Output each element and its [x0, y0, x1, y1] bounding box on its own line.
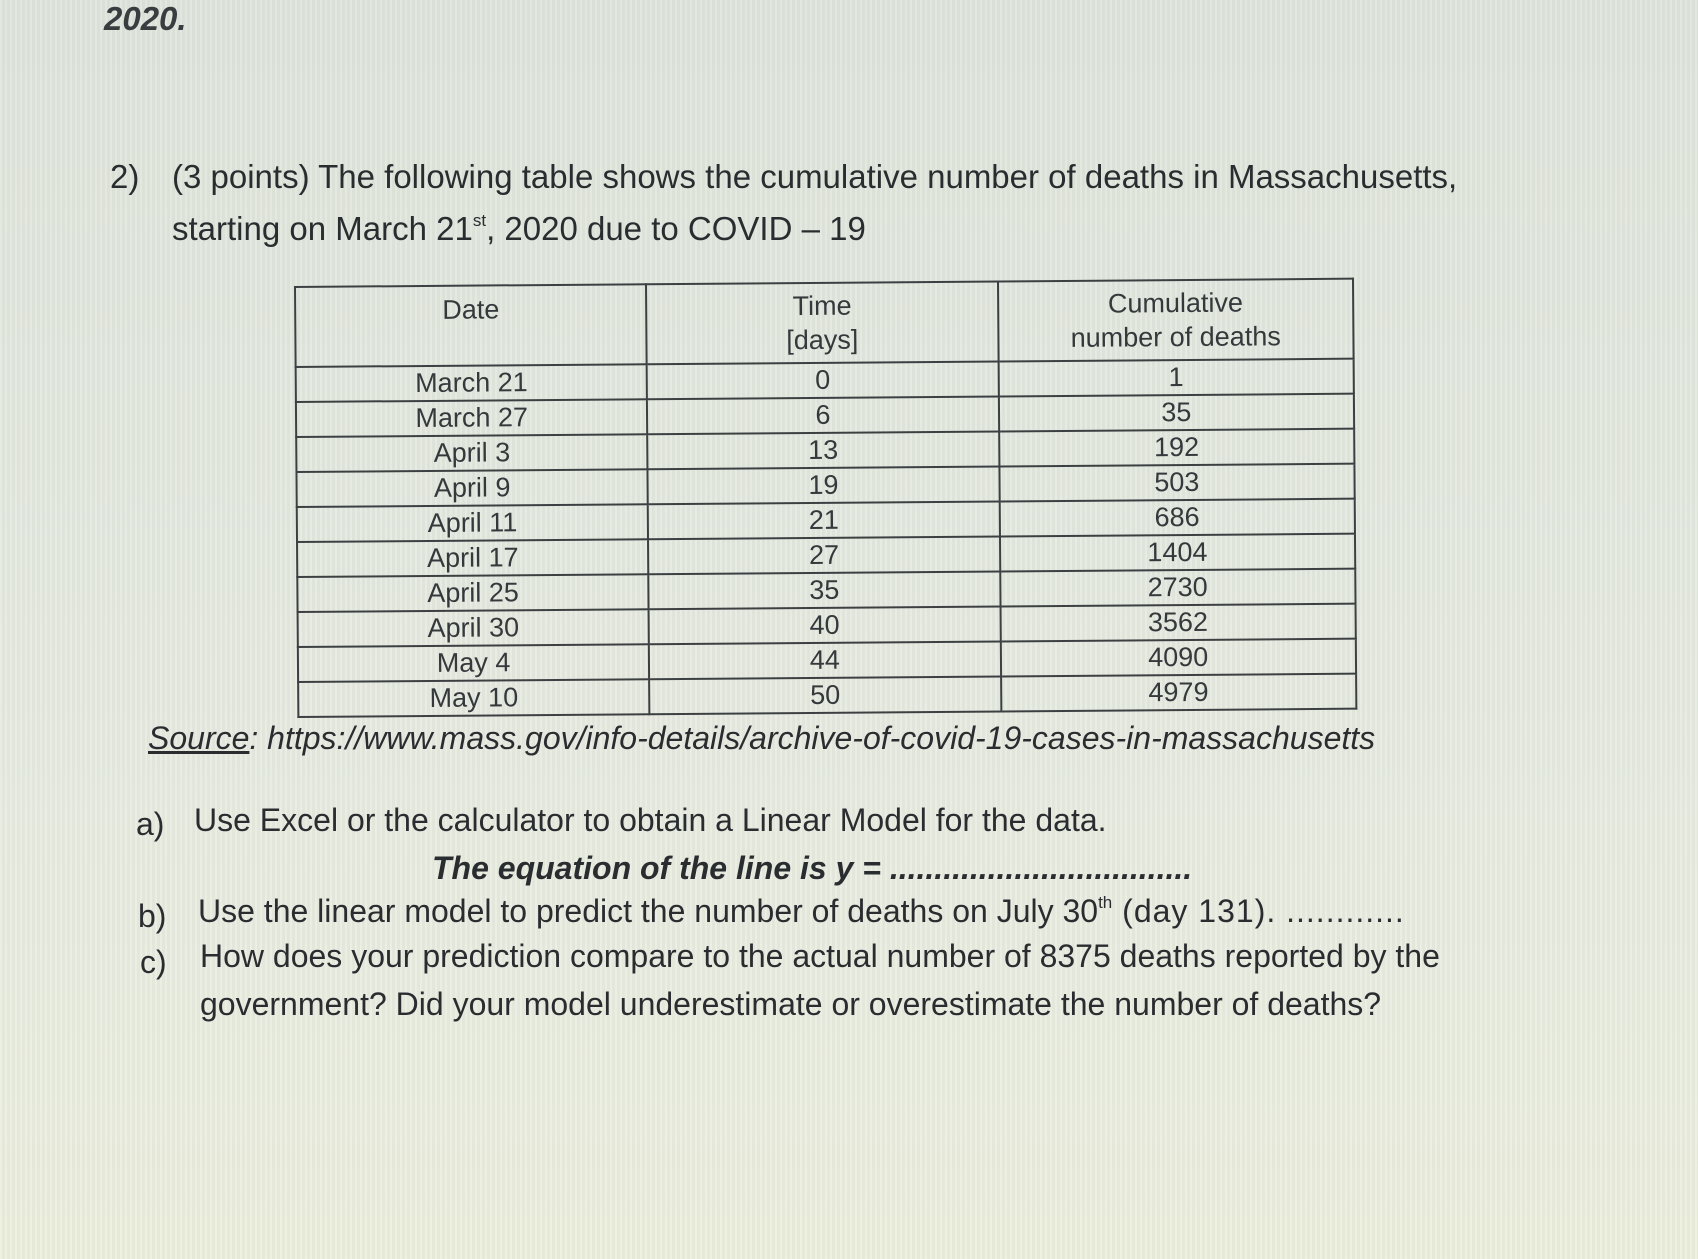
header-time-line2: [days]	[786, 324, 859, 356]
cell-date: May 10	[298, 679, 650, 717]
part-c-text-line2: government? Did your model underestimate or overestimate the number of deaths?	[200, 986, 1382, 1022]
source-citation	[148, 720, 1375, 757]
cell-deaths: 2730	[1000, 569, 1356, 607]
source-url: : https://www.mass.gov/info-details/archive-of-covid-19-cases-in-massachusetts	[249, 720, 1376, 756]
cell-date: April 30	[298, 609, 650, 647]
cell-date: April 17	[297, 539, 649, 577]
question-text-line2-end: , 2020 due to COVID – 19	[486, 210, 866, 247]
part-b-letter: b)	[138, 898, 167, 934]
part-b-text	[198, 893, 1405, 930]
cell-deaths: 1	[998, 359, 1354, 397]
header-deaths-line2: number of deaths	[1070, 321, 1281, 353]
cell-time: 13	[647, 431, 999, 469]
cell-deaths: 4979	[1001, 674, 1357, 712]
question-text-line1: (3 points) The following table shows the cumulative number of deaths in Massachusetts,	[172, 158, 1458, 195]
source-label: Source	[148, 720, 250, 756]
part-b-text-start: Use the linear model to predict the number of deaths on July 30	[198, 893, 1099, 929]
question-text-line2-start: starting on March 21	[172, 210, 473, 247]
table-header-row	[295, 279, 1354, 367]
ordinal-suffix: th	[1098, 893, 1113, 912]
ordinal-suffix: st	[472, 211, 487, 230]
cell-time: 44	[649, 641, 1001, 679]
header-time-line1: Time	[792, 290, 852, 322]
part-c-text-line1: How does your prediction compare to the actual number of 8375 deaths reported by the	[200, 938, 1440, 974]
part-c-letter: c)	[140, 944, 167, 980]
cell-deaths: 192	[999, 429, 1355, 467]
part-a-text: Use Excel or the calculator to obtain a Linear Model for the data.	[194, 802, 1107, 838]
cell-time: 35	[649, 571, 1001, 609]
cell-time: 27	[648, 536, 1000, 574]
cell-time: 40	[649, 606, 1001, 644]
cell-deaths: 686	[999, 499, 1355, 537]
cell-deaths: 35	[998, 394, 1354, 432]
cell-time: 6	[647, 396, 999, 434]
cell-date: April 9	[296, 469, 648, 507]
cell-time: 21	[648, 501, 1000, 539]
cell-date: March 21	[296, 364, 648, 402]
part-b-text-end: (day 131). ............	[1112, 893, 1405, 929]
part-a-equation-prompt: The equation of the line is y = ..................................	[432, 850, 1193, 886]
deaths-table	[294, 278, 1357, 718]
cell-deaths: 4090	[1000, 639, 1356, 677]
cell-date: May 4	[298, 644, 650, 682]
question-text-line2	[172, 210, 866, 248]
table-row	[298, 674, 1356, 717]
header-time	[646, 281, 998, 364]
cell-date: March 27	[296, 399, 648, 437]
question-number: 2)	[110, 158, 140, 195]
header-deaths-line1: Cumulative	[1107, 287, 1244, 319]
cell-time: 0	[647, 361, 999, 399]
part-a-letter: a)	[136, 806, 165, 842]
cell-deaths: 3562	[1000, 604, 1356, 642]
cell-date: April 3	[296, 434, 648, 472]
cell-deaths: 1404	[1000, 534, 1356, 572]
year-fragment: 2020.	[104, 0, 187, 37]
cell-time: 19	[648, 466, 1000, 504]
header-deaths	[998, 279, 1354, 362]
cell-deaths: 503	[999, 464, 1355, 502]
header-date: Date	[295, 284, 647, 367]
cell-date: April 11	[297, 504, 649, 542]
cell-time: 50	[649, 676, 1001, 714]
cell-date: April 25	[297, 574, 649, 612]
